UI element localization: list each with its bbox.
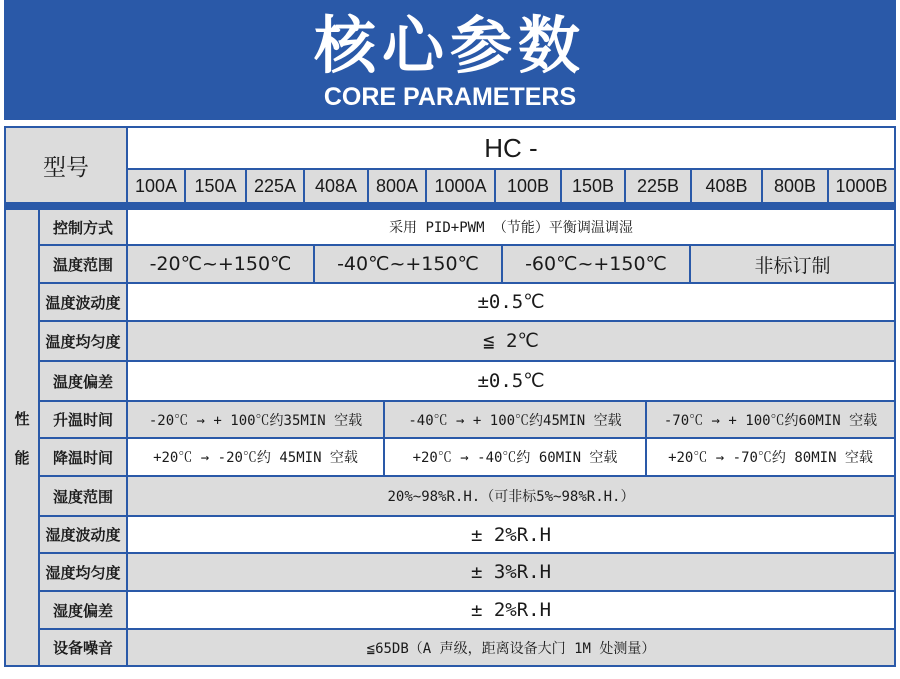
cool-time-3: +20℃ → -70℃约 80MIN 空载 xyxy=(647,439,894,475)
noise-label: 设备噪音 xyxy=(40,630,126,665)
hum-fluct-label: 湿度波动度 xyxy=(40,517,126,552)
temp-fluct-label: 温度波动度 xyxy=(40,284,126,320)
model-1000b: 1000B xyxy=(829,170,894,202)
model-1000a: 1000A xyxy=(427,170,494,202)
model-800b: 800B xyxy=(763,170,827,202)
temp-uniform-value: ≦ 2℃ xyxy=(128,322,894,360)
model-225b: 225B xyxy=(626,170,690,202)
cool-time-2: +20℃ → -40℃约 60MIN 空载 xyxy=(385,439,645,475)
control-label: 控制方式 xyxy=(40,210,126,244)
temp-range-label: 温度范围 xyxy=(40,246,126,282)
hum-fluct-value: ± 2%R.H xyxy=(128,517,894,552)
heat-time-3: -70℃ → + 100℃约60MIN 空载 xyxy=(647,402,894,437)
model-100b: 100B xyxy=(496,170,560,202)
performance-label-bottom: 能 xyxy=(14,448,30,467)
model-code: HC - xyxy=(128,128,894,168)
model-150b: 150B xyxy=(562,170,624,202)
model-100a: 100A xyxy=(128,170,184,202)
model-800a: 800A xyxy=(369,170,425,202)
hum-range-label: 湿度范围 xyxy=(40,477,126,515)
parameters-table xyxy=(4,126,896,667)
noise-value: ≦65DB（A 声级，距离设备大门 1M 处测量） xyxy=(128,630,894,665)
temp-uniform-label: 温度均匀度 xyxy=(40,322,126,360)
cool-time-label: 降温时间 xyxy=(40,439,126,475)
header-banner xyxy=(4,0,896,120)
heat-time-label: 升温时间 xyxy=(40,402,126,437)
page-subtitle: CORE PARAMETERS xyxy=(323,83,577,111)
temp-range-1: -20℃~+150℃ xyxy=(128,246,313,282)
hum-uniform-value: ± 3%R.H xyxy=(128,554,894,590)
model-label: 型号 xyxy=(6,128,126,202)
performance-label-top: 性 xyxy=(14,409,30,428)
hum-range-value: 20%~98%R.H.（可非标5%~98%R.H.） xyxy=(128,477,894,515)
model-408a: 408A xyxy=(305,170,367,202)
control-value: 采用 PID+PWM （节能）平衡调温调湿 xyxy=(128,210,894,244)
model-150a: 150A xyxy=(186,170,245,202)
temp-range-2: -40℃~+150℃ xyxy=(315,246,501,282)
hum-dev-value: ± 2%R.H xyxy=(128,592,894,628)
model-225a: 225A xyxy=(247,170,303,202)
hum-dev-label: 湿度偏差 xyxy=(40,592,126,628)
temp-fluct-value: ±0.5℃ xyxy=(128,284,894,320)
temp-dev-label: 温度偏差 xyxy=(40,362,126,400)
heat-time-2: -40℃ → + 100℃约45MIN 空载 xyxy=(385,402,645,437)
temp-range-custom: 非标订制 xyxy=(691,246,894,282)
performance-label xyxy=(6,210,38,665)
heat-time-1: -20℃ → + 100℃约35MIN 空载 xyxy=(128,402,383,437)
temp-dev-value: ±0.5℃ xyxy=(128,362,894,400)
model-408b: 408B xyxy=(692,170,761,202)
temp-range-3: -60℃~+150℃ xyxy=(503,246,689,282)
page-title: 核心参数 xyxy=(313,9,586,82)
cool-time-1: +20℃ → -20℃约 45MIN 空载 xyxy=(128,439,383,475)
hum-uniform-label: 湿度均匀度 xyxy=(40,554,126,590)
